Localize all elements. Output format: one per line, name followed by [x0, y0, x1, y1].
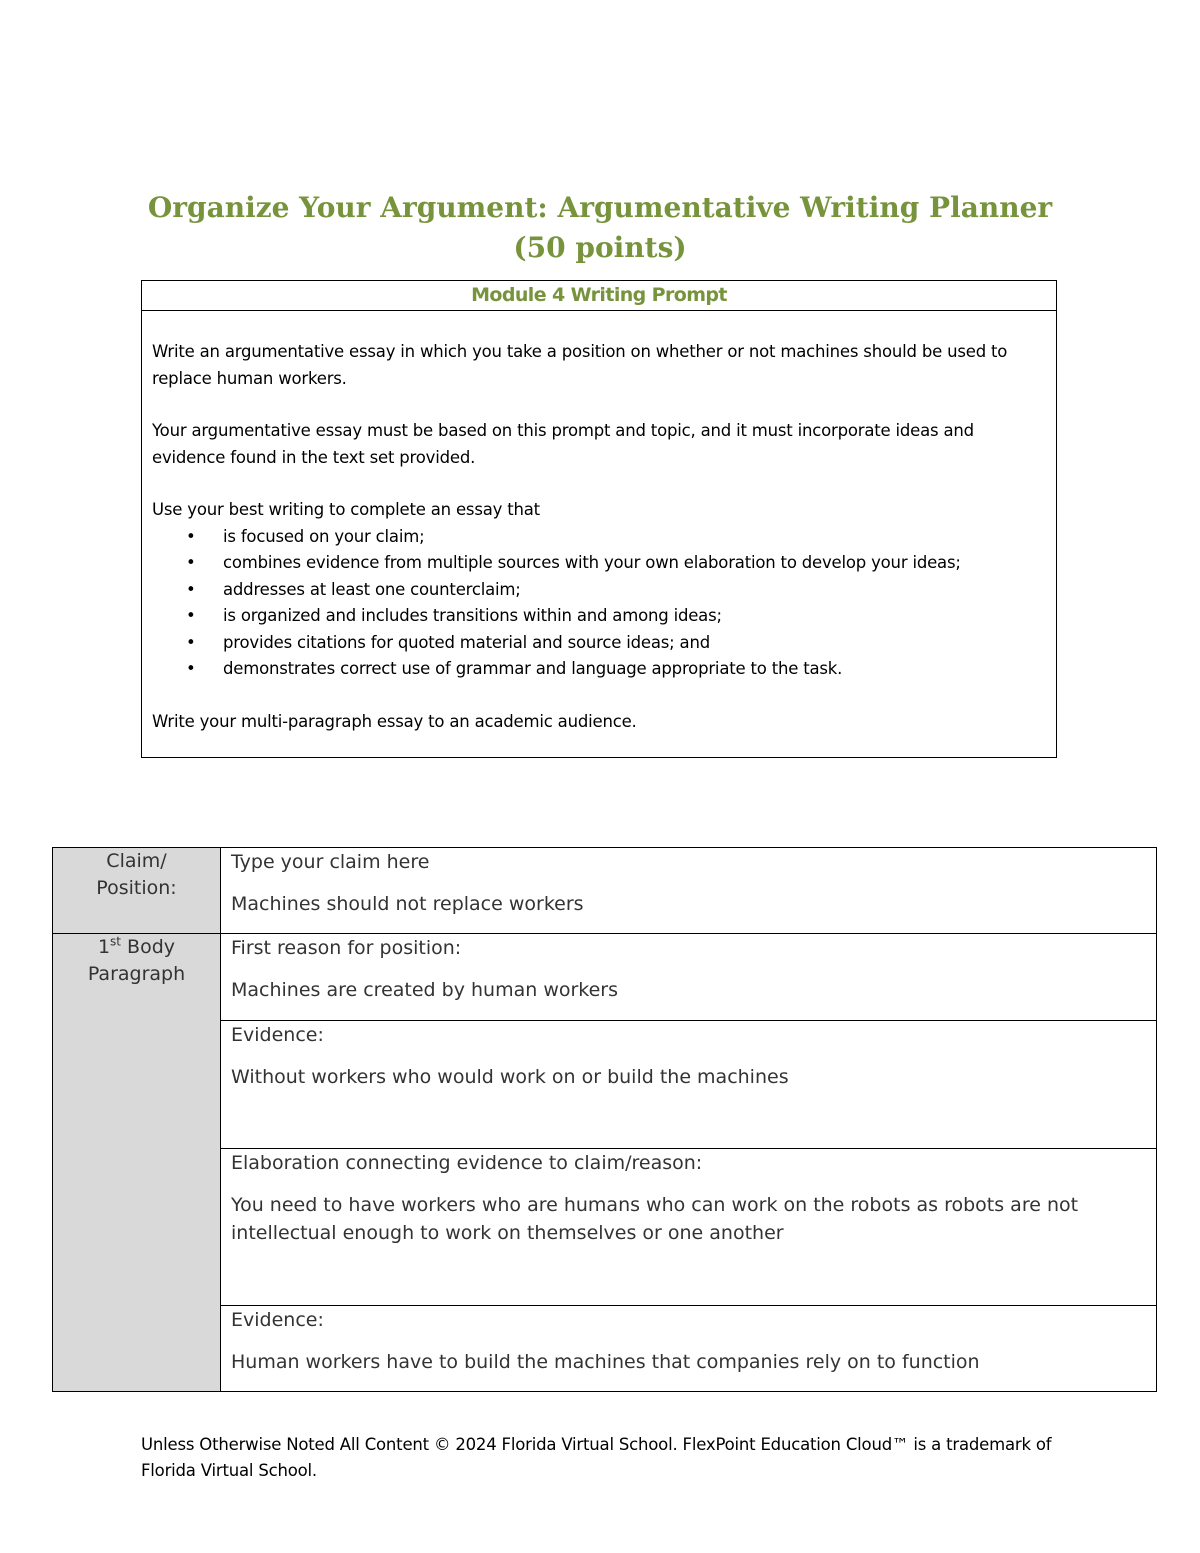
prompt-paragraph-1: Write an argumentative essay in which you take a position on whether or not machines should be used to replace human workers.	[152, 342, 1008, 388]
claim-answer[interactable]: Machines should not replace workers	[231, 893, 584, 915]
bullet-icon: •	[186, 606, 196, 625]
claim-label: Claim/ Position:	[53, 848, 221, 934]
bullet-icon: •	[186, 553, 196, 572]
bullet-icon: •	[186, 579, 196, 599]
reason-answer[interactable]: Machines are created by human workers	[231, 979, 619, 1001]
claim-cell[interactable]	[221, 848, 1157, 934]
body-paragraph-label: 1st Body Paragraph	[53, 934, 221, 1392]
table-row	[53, 848, 1157, 934]
prompt-paragraph-2: Your argumentative essay must be based on this prompt and topic, and it must incorporate ideas and evidence found in the text set provided.	[152, 421, 974, 467]
title-line-2: (50 points)	[513, 231, 687, 264]
evidence-cell-2[interactable]	[221, 1306, 1157, 1392]
bullet-icon: •	[186, 632, 196, 652]
title-line-1: Organize Your Argument: Argumentative Writing Planner	[147, 191, 1053, 224]
evidence-prompt-1: Evidence:	[231, 1024, 324, 1046]
reason-prompt: First reason for position:	[231, 937, 462, 959]
prompt-header: Module 4 Writing Prompt	[142, 281, 1056, 311]
table-row	[53, 934, 1157, 1021]
page-title	[100, 188, 1100, 268]
elaboration-cell[interactable]	[221, 1149, 1157, 1306]
reason-cell[interactable]	[221, 934, 1157, 1021]
evidence-cell-1[interactable]	[221, 1021, 1157, 1149]
prompt-closing: Write your multi-paragraph essay to an academic audience.	[152, 711, 637, 731]
list-item: • combines evidence from multiple sources with your own elaboration to develop your ideas;	[152, 550, 1046, 577]
evidence-prompt-2: Evidence:	[231, 1309, 324, 1331]
writing-prompt-box	[141, 280, 1057, 758]
list-item: • addresses at least one counterclaim;	[152, 577, 1046, 604]
list-item: • provides citations for quoted material and source ideas; and	[152, 630, 1046, 657]
prompt-body	[142, 311, 1056, 735]
list-item: • is focused on your claim;	[152, 524, 1046, 551]
prompt-intro: Use your best writing to complete an essay that	[152, 500, 540, 519]
requirements-list	[152, 524, 1046, 683]
bullet-icon: •	[186, 659, 196, 678]
list-item: • demonstrates correct use of grammar and language appropriate to the task.	[152, 656, 1046, 683]
evidence-answer-2[interactable]: Human workers have to build the machines that companies rely on to function	[231, 1351, 980, 1373]
bullet-icon: •	[186, 526, 196, 546]
elaboration-answer[interactable]: You need to have workers who are humans who can work on the robots as robots are not intellectual enough to work on themselves or one another	[231, 1194, 1079, 1244]
evidence-answer-1[interactable]: Without workers who would work on or build the machines	[231, 1066, 789, 1088]
elaboration-prompt: Elaboration connecting evidence to claim/reason:	[231, 1152, 703, 1174]
copyright-footer: Unless Otherwise Noted All Content © 2024 Florida Virtual School. FlexPoint Education Cloud™ is a trademark of Florida Virtual School.	[141, 1435, 1052, 1480]
argument-planner-table	[52, 847, 1157, 1392]
list-item: • is organized and includes transitions within and among ideas;	[152, 603, 1046, 630]
claim-prompt: Type your claim here	[231, 851, 430, 873]
